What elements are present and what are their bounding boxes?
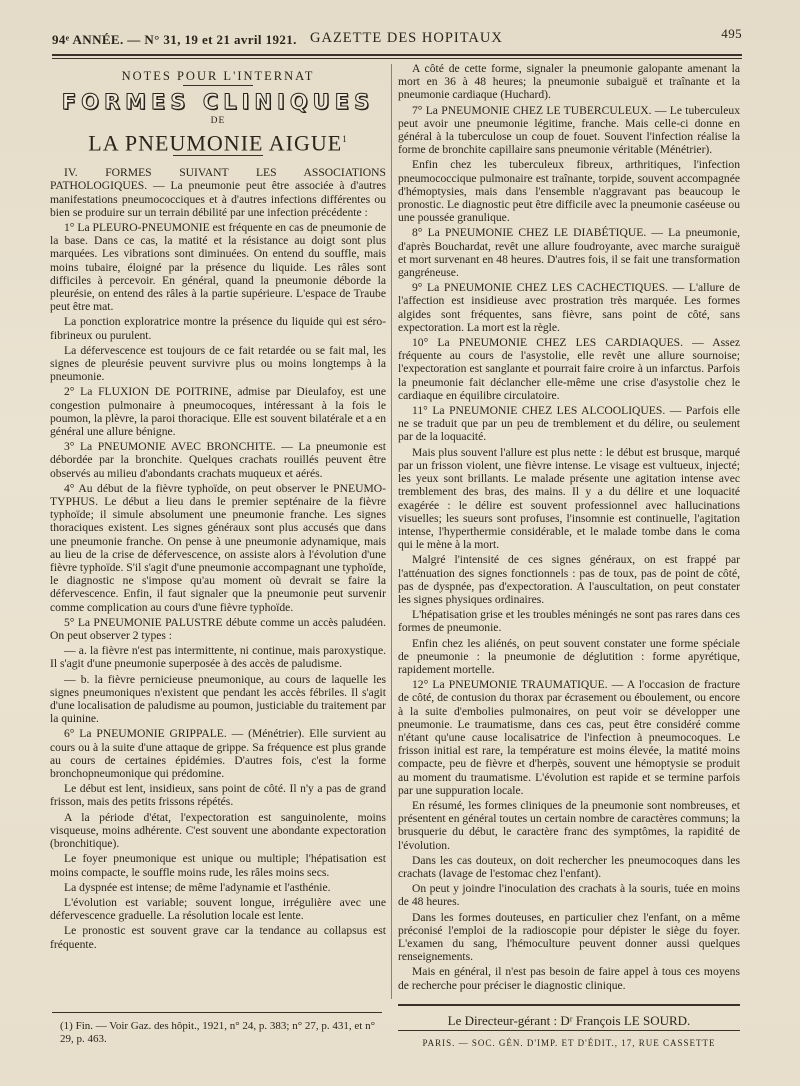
paragraph: 4° Au début de la fièvre typhoïde, on peut observer le PNEUMO-TYPHUS. Le début a lieu dans le premier septénaire de la fièvre typhoïde; il simule absolument une pneumonie franche. Les signes thoraciques existent. Les signes généraux sont plus accusés que dans une pneumonie franche. On pense à une pneumonie adynamique, mais au lieu de la crise de défervescence, on assiste alors à l'évolution d'une fièvre typhoïde. S'il s'agit d'une pneumonie accompagnant une typhoïde, le diagnostic ne s'impose qu'au moment où devrait se faire la défervescence. Enfin, il faut signaler que la pneumonie peut survenir comme complication au cours d'une fièvre typhoïde.	[50, 481, 386, 614]
paragraph: A côté de cette forme, signaler la pneumonie galopante amenant la mort en 36 à 48 heures; la pneumonie subaiguë et traînante et la pneumonie cardiaque (Huchard).	[398, 62, 740, 102]
header-rule	[52, 54, 742, 56]
paragraph: 9° La PNEUMONIE CHEZ LES CACHECTIQUES. — L'allure de l'affection est insidieuse avec prostration très marquée. Les formes algides sont fréquentes, sans fièvre, sans point de côté, sans expectoration. La mort est la règle.	[398, 281, 740, 334]
paragraph: Dans les cas douteux, on doit rechercher les pneumocoques dans les crachats (lavage de l'estomac chez l'enfant).	[398, 853, 740, 880]
paragraph: Le foyer pneumonique est unique ou multiple; l'hépatisation est moins compacte, le souffle moins rude, les râles moins secs.	[50, 852, 386, 879]
title-main: LA PNEUMONIE AIGUE	[88, 129, 343, 155]
paragraph: 10° La PNEUMONIE CHEZ LES CARDIAQUES. — Assez fréquente au cours de l'asystolie, elle revêt une allure sournoise; l'expectoration est sanglante et pourrait faire croire à un infarctus. Parfois la pneumonie fait déclancher elle-même une crise d'asystolie chez le cardiaque en équilibre circulatoire.	[398, 336, 740, 402]
header-rule-thin	[52, 58, 742, 59]
paragraph: Mais en général, il n'est pas besoin de faire appel à tous ces moyens de recherche pour préciser le diagnostic clinique.	[398, 965, 740, 992]
paragraph: 5° La PNEUMONIE PALUSTRE débute comme un accès paludéen. On peut observer 2 types :	[50, 615, 386, 643]
rubric-rule	[183, 85, 253, 86]
paragraph: Enfin chez les tuberculeux fibreux, arthritiques, l'infection pneumococcique pulmonaire est traînante, torpide, souvent accompagnée d'hémoptysies, mais dans l'ensemble n'aggravant pas beaucoup le pronostic. Le diagnostic peut être difficile avec la pneumonie caséeuse ou une poussée granulique.	[398, 158, 740, 225]
paragraph: La dyspnée est intense; de même l'adynamie et l'asthénie.	[64, 880, 331, 894]
paragraph: La défervescence est toujours de ce fait retardée ou se fait mal, les signes de pleurésie peuvent survivre plus ou moins longtemps à la pneumonie.	[50, 343, 386, 384]
article-title	[50, 129, 386, 155]
rubric: NOTES POUR L'INTERNAT	[121, 69, 315, 83]
title-top: FORMES CLINIQUES	[61, 90, 375, 115]
paragraph: A la période d'état, l'expectoration est sanguinolente, moins visqueuse, moins adhérente. C'est souvent une abondante expectoration (bronchitique).	[50, 810, 386, 851]
footnote: (1) Fin. — Voir Gaz. des hôpit., 1921, n° 24, p. 383; n° 27, p. 431, et n° 29, p. 463.	[60, 1020, 375, 1045]
paragraph: 3° La PNEUMONIE AVEC BRONCHITE. — La pneumonie est débordée par la bronchite. Quelques crachats rouillés peuvent être observés au milieu d'abondants crachats muqueux et aérés.	[50, 440, 386, 480]
issue-line: 94ᵉ ANNÉE. — N° 31, 19 et 21 avril 1921.	[52, 32, 297, 47]
paragraph: Mais plus souvent l'allure est plus nette : le début est brusque, marqué par un frisson violent, une fièvre intense. Le visage est vultueux, injecté; les yeux sont brillants. Le malade présente une agitation intense avec tremblement des bras, des mains. Il y a du délire et une loquacité exagérée : le délire est souvent professionnel avec hallucinations visuelles; les sueurs sont profuses, l'insomnie est continuelle, l'agitation intense, l'hyperthermie considérable, et le malade tombe dans le coma qui le mène à la mort.	[398, 445, 740, 552]
paragraph: 6° La PNEUMONIE GRIPPALE. — (Ménétrier). Elle survient au cours ou à la suite d'une attaque de grippe. Sa fréquence est plus grande au cours de certaines épidémies. D'autres fois, c'est la forme bronchopneumonique qui prédomine.	[50, 727, 386, 781]
paragraph: — a. la fièvre n'est pas intermittente, ni continue, mais paroxystique. Il s'agit d'une pneumonie superposée à des accès de paludisme.	[50, 644, 386, 671]
paragraph: En résumé, les formes cliniques de la pneumonie sont nombreuses, et présentent en général toutes un certain nombre de caractères communs; la brusquerie du début, le caractère franc des symptômes, la rapidité de l'évolution.	[398, 798, 740, 852]
title-rule	[173, 155, 263, 156]
journal-title: GAZETTE DES HOPITAUX	[310, 30, 503, 46]
left-column	[50, 66, 386, 953]
paragraph: On peut y joindre l'inoculation des crachats à la souris, tuée en moins de 48 heures.	[398, 882, 740, 909]
paragraph: Le début est lent, insidieux, sans point de côté. Il n'y a pas de grand frisson, mais des petits frissons répétés.	[50, 782, 386, 809]
footnote-rule	[52, 1012, 382, 1013]
paragraph: 8° La PNEUMONIE CHEZ LE DIABÉTIQUE. — La pneumonie, d'après Bouchardat, revêt une allure foudroyante, avec marche suraiguë et mort survenant en 48 heures. D'autres fois, il se fait une transformation gangréneuse.	[398, 226, 740, 280]
paragraph: Dans les formes douteuses, en particulier chez l'enfant, on a même préconisé l'emploi de la radioscopie pour dépister le siège du foyer. L'examen du sang, l'hémoculture peuvent donner aussi quelques renseignements.	[398, 910, 740, 964]
column-divider	[391, 64, 392, 999]
director-line: Le Directeur-gérant : Dʳ François LE SOURD.	[447, 1013, 691, 1028]
paragraph: 12° La PNEUMONIE TRAUMATIQUE. — A l'occasion de fracture de côté, de contusion du thorax par écrasement ou éboulement, ou encore à la suite d'embolies pulmonaires, on peut voir se développer une pneumonie. Le traumatisme, dans ces cas, peut être considéré comme n'étant qu'une cause localisatrice de l'infection à pneumocoques. Le frisson initial est rare, la température est moins élevée, la matité moins compacte, peu de fièvre et d'herpès, souvent une hémoptysie se produit au moment du traumatisme. L'évolution est rapide et se termine parfois par une suppuration locale.	[398, 678, 740, 797]
paragraph: L'évolution est variable; souvent longue, irrégulière avec une défervescence graduelle. La résolution locale est lente.	[50, 895, 386, 923]
title-footnote-mark: 1	[342, 133, 348, 144]
paragraph: 7° La PNEUMONIE CHEZ LE TUBERCULEUX. — Le tuberculeux peut avoir une pneumonie légitime, franche. Mais celle-ci donne en général à la tuberculose un coup de fouet. Souvent l'infection réalise la forme de bronchite capillaire sans pneumonie véritable (Ménétrier).	[398, 103, 740, 157]
title-de: DE	[210, 116, 226, 127]
paragraph: IV. FORMES SUIVANT LES ASSOCIATIONS PATHOLOGIQUES. — La pneumonie peut être associée à d'autres manifestations pneumococciques et à d'autres infections différentes ou bien se produire sur un terrain débilité par une infection précédente :	[50, 166, 386, 219]
printer-line: PARIS. — SOC. GÉN. D'IMP. ET D'ÉDIT., 17, RUE CASSETTE	[422, 1038, 716, 1048]
footer-rule-thin	[398, 1030, 740, 1031]
paragraph: L'hépatisation grise et les troubles méningés ne sont pas rares dans ces formes de pneumonie.	[398, 608, 740, 635]
paragraph: Enfin chez les aliénés, on peut souvent constater une forme spéciale de pneumonie : la pneumonie de déglutition : forme apyrétique, rapidement mortelle.	[398, 636, 740, 676]
page-number: 495	[721, 26, 742, 41]
paragraph: 11° La PNEUMONIE CHEZ LES ALCOOLIQUES. — Parfois elle ne se traduit que par un peu de tremblement et du délire, ou seulement par de la loquacité.	[398, 404, 740, 444]
paragraph: 1° La PLEURO-PNEUMONIE est fréquente en cas de pneumonie de la base. Dans ce cas, la matité et la résistance au doigt sont plus marquées. Les vibrations sont diminuées. On entend du souffle, mais moins tubaire, éloigné par la présence du liquide. Les râles sont difficiles à percevoir. En général, quand la pneumonie déborde la pleurésie, on entend des râles à la partie supérieure. L'espace de Traube peut être mat.	[50, 220, 386, 314]
paragraph: — b. la fièvre pernicieuse pneumonique, au cours de laquelle les signes pneumoniques n'existent que pendant les accès fébriles. Il s'agit d'une localisation de paludisme au poumon, justiciable du traitement par la quinine.	[50, 672, 386, 726]
paragraph: Le pronostic est souvent grave car la tendance au collapsus est fréquente.	[50, 924, 386, 951]
right-column	[398, 62, 740, 994]
running-head	[52, 26, 742, 48]
paragraph: La ponction exploratrice montre la présence du liquide qui est séro-fibrineux ou purulent.	[50, 315, 386, 342]
footer-rule	[398, 1004, 740, 1006]
paragraph: Malgré l'intensité de ces signes généraux, on est frappé par l'atténuation des signes fonctionnels : pas de toux, pas de point de côté, pas de dyspnée, pas d'expectoration. A l'auscultation, on peut constater les signes physiques ordinaires.	[398, 553, 740, 606]
paragraph: 2° La FLUXION DE POITRINE, admise par Dieulafoy, est une congestion pulmonaire à pneumocoques, intéressant à la fois le poumon, la plèvre, la paroi thoracique. Elle est souvent bilatérale et a en général une allure bénigne.	[50, 385, 386, 438]
